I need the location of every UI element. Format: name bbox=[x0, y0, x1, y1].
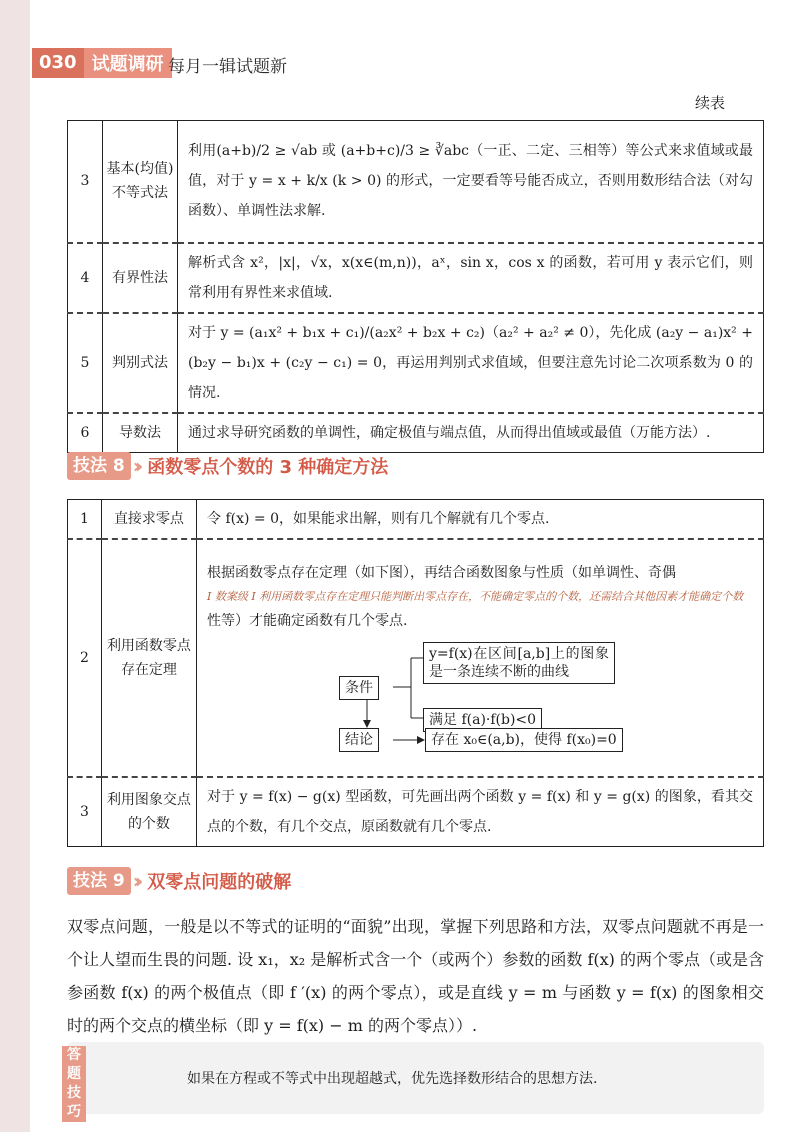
method-name: 利用函数零点存在定理 bbox=[101, 539, 196, 777]
page-number: 030 bbox=[32, 48, 84, 78]
tip-text: 如果在方程或不等式中出现超越式，优先选择数形结合的思想方法. bbox=[187, 1071, 598, 1087]
table-row bbox=[68, 777, 764, 847]
tip-box bbox=[67, 1042, 764, 1114]
table-row bbox=[68, 243, 764, 313]
section-9-heading bbox=[67, 866, 291, 896]
zero-count-table bbox=[67, 499, 764, 847]
methods-table bbox=[67, 120, 764, 453]
method-description: 利用(a+b)/2 ≥ √ab 或 (a+b+c)/3 ≥ ∛abc（一正、二定、三相等）等公式来求值域或最值，对于 y = x + k/x (k > 0) 的形式，一定要看等号能否成立，否则用数形结合法（对勾函数）、单调性法求解. bbox=[178, 121, 764, 243]
row-number: 1 bbox=[68, 500, 102, 540]
method-name: 利用图象交点的个数 bbox=[101, 777, 196, 847]
method-name: 基本(均值)不等式法 bbox=[103, 121, 178, 243]
table-row bbox=[68, 539, 764, 777]
page-side-strip bbox=[0, 0, 30, 1132]
description-text: 性等）才能确定函数有几个零点. bbox=[207, 613, 408, 629]
chevron-right-icon: ›› bbox=[132, 869, 138, 893]
method-description: 对于 y = (a₁x² + b₁x + c₁)/(a₂x² + b₂x + c₂)（a₂² + a₂² ≠ 0），先化成 (a₂y − a₁)x² + (b₂y − b₁)x + (c₂y − c₁) = 0，再运用判别式求值域，但要注意先讨论二次项系数为 0 的情况. bbox=[178, 313, 764, 413]
section-8-heading bbox=[67, 451, 388, 481]
method-description: 令 f(x) = 0，如果能求出解，则有几个解就有几个零点. bbox=[197, 500, 764, 540]
row-number: 3 bbox=[68, 121, 103, 243]
section-name: 试题调研 bbox=[91, 54, 164, 75]
continuity-condition-box: y=f(x)在区间[a,b]上的图象是一条连续不断的曲线 bbox=[423, 642, 615, 684]
header-badge bbox=[32, 48, 172, 78]
row-number: 6 bbox=[68, 413, 103, 453]
continued-label: 续表 bbox=[695, 94, 726, 112]
row-number: 4 bbox=[68, 243, 103, 313]
method-description: 解析式含 x²，|x|，√x，x(x∈(m,n))，aˣ，sin x，cos x 的函数，若可用 y 表示它们，则常利用有界性来求值域. bbox=[178, 243, 764, 313]
conclusion-box: 结论 bbox=[339, 728, 379, 752]
row-number: 2 bbox=[68, 539, 102, 777]
handwritten-note: I 数案级 I 利用函数零点存在定理只能判断出零点存在，不能确定零点的个数，还需结合其他因素才能确定个数 bbox=[207, 590, 744, 603]
row-number: 3 bbox=[68, 777, 102, 847]
tip-label: 答题技巧 bbox=[62, 1046, 86, 1122]
method-description bbox=[197, 539, 764, 777]
section-title: 函数零点个数的 3 种确定方法 bbox=[147, 457, 389, 478]
method-description: 通过求导研究函数的单调性，确定极值与端点值，从而得出值域或最值（万能方法）. bbox=[178, 413, 764, 453]
sign-condition-box: 满足 f(a)·f(b)<0 bbox=[423, 708, 542, 732]
table-row bbox=[68, 313, 764, 413]
chevron-right-icon: ›› bbox=[132, 454, 138, 478]
table-row bbox=[68, 413, 764, 453]
method-name: 直接求零点 bbox=[101, 500, 196, 540]
method-name: 有界性法 bbox=[103, 243, 178, 313]
description-text: 根据函数零点存在定理（如下图），再结合函数图象与性质（如单调性、奇偶 bbox=[207, 565, 676, 581]
method-name: 判别式法 bbox=[103, 313, 178, 413]
condition-box: 条件 bbox=[339, 676, 379, 700]
result-box: 存在 x₀∈(a,b)，使得 f(x₀)=0 bbox=[425, 728, 623, 752]
table-row bbox=[68, 121, 764, 243]
section-tag: 技法 8 bbox=[67, 452, 131, 480]
method-name: 导数法 bbox=[103, 413, 178, 453]
header-subtitle: 每月一辑试题新 bbox=[168, 57, 287, 77]
table-row bbox=[68, 500, 764, 540]
section-title: 双零点问题的破解 bbox=[147, 872, 292, 893]
row-number: 5 bbox=[68, 313, 103, 413]
section-tag: 技法 9 bbox=[67, 867, 131, 895]
method-description: 对于 y = f(x) − g(x) 型函数，可先画出两个函数 y = f(x) 和 y = g(x) 的图象，看其交点的个数，有几个交点，原函数就有几个零点. bbox=[197, 777, 764, 847]
theorem-diagram bbox=[333, 642, 753, 750]
body-paragraph: 双零点问题，一般是以不等式的证明的“面貌”出现，掌握下列思路和方法，双零点问题就不再是一个让人望而生畏的问题. 设 x₁，x₂ 是解析式含一个（或两个）参数的函数 f(x) 的两个零点（或是含参函数 f(x) 的两个极值点（即 f ′(x) 的两个零点），或是直线 y = m 与函数 y = f(x) 的图象相交时的两个交点的横坐标（即 y = f(x) − m 的两个零点））. bbox=[67, 917, 764, 1035]
